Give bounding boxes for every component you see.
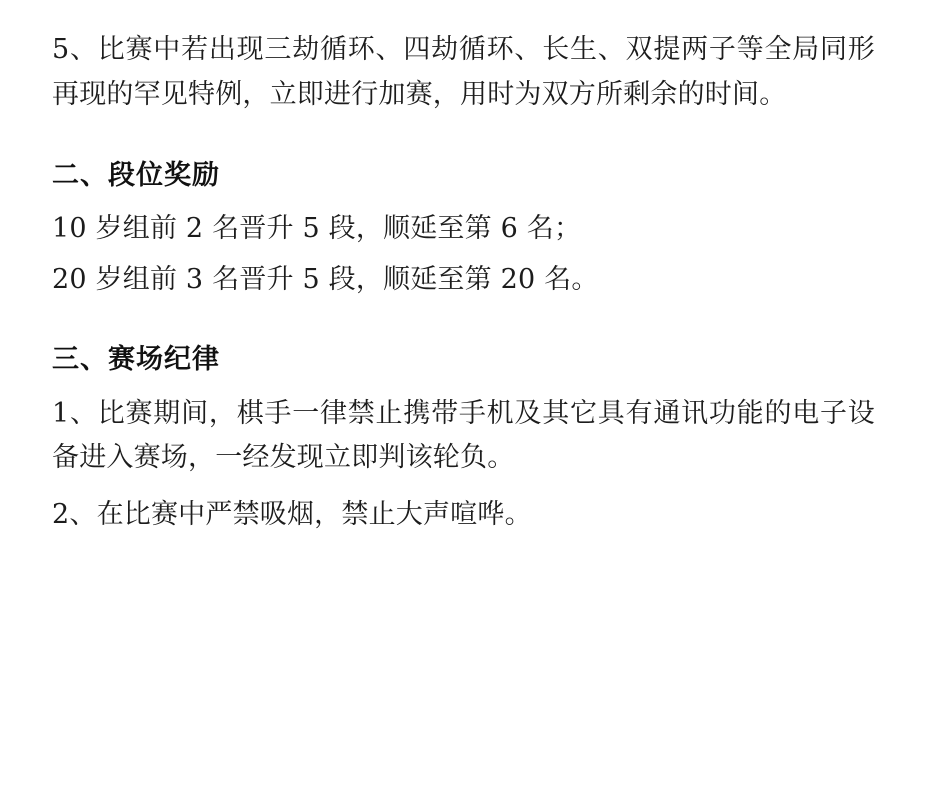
spacer <box>52 130 875 136</box>
paragraph-rule-5: 5、比赛中若出现三劫循环、四劫循环、长生、双提两子等全局同形再现的罕见特例，立即进行加赛，用时为双方所剩余的时间。 <box>52 34 875 110</box>
section-heading-sai-chang-ji-lv: 三、赛场纪律 <box>52 344 220 376</box>
section-heading-duan-wei-jiang-li: 二、段位奖励 <box>52 159 220 191</box>
paragraph-award-age-10: 10 岁组前 2 名晋升 5 段，顺延至第 6 名； <box>52 212 582 244</box>
paragraph-discipline-1: 1、比赛期间，棋手一律禁止携带手机及其它具有通讯功能的电子设备进入赛场，一经发现立即判该轮负。 <box>52 397 875 474</box>
paragraph-award-age-20: 20 岁组前 3 名晋升 5 段，顺延至第 20 名。 <box>52 263 599 295</box>
paragraph-discipline-2: 2、在比赛中严禁吸烟，禁止大声喧哗。 <box>52 499 532 531</box>
spacer <box>52 314 875 320</box>
